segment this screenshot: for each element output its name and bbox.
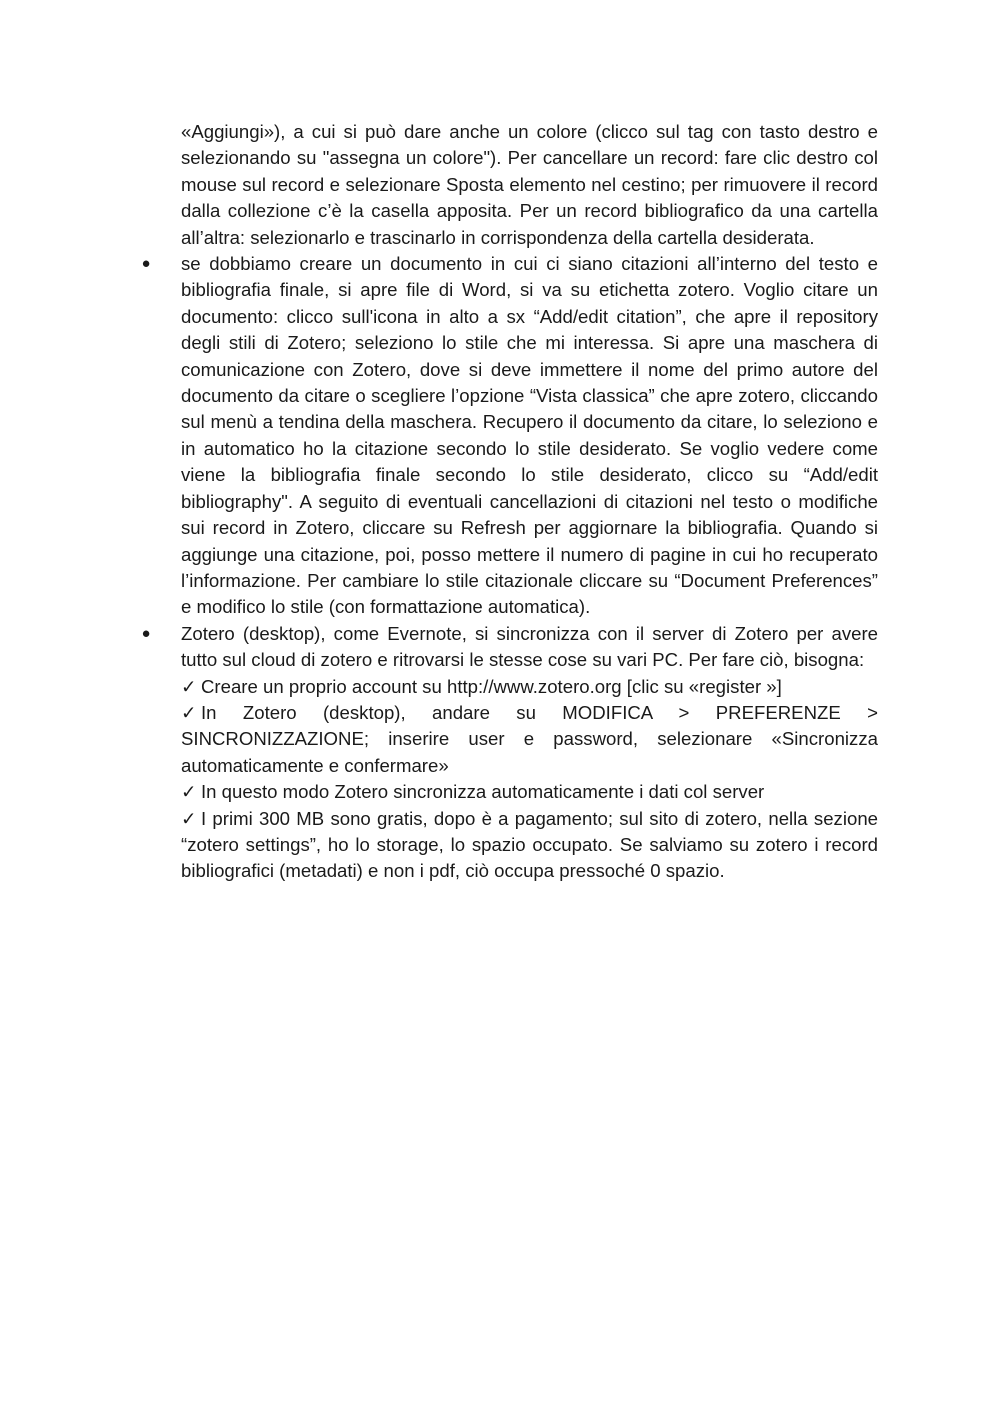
checklist-item (181, 674, 878, 700)
list-item-citations (141, 251, 878, 621)
checklist-item (181, 806, 878, 885)
bullet-icon: ● (141, 255, 151, 273)
checklist-item-text: In Zotero (desktop), andare su MODIFICA > PREFERENZE > SINCRONIZZAZIONE; inserire user e password, selezionare «Sincronizza automaticamente e confermare» (181, 701, 878, 776)
bullet-icon: ● (141, 624, 151, 642)
checkmark-icon: ✓ (181, 701, 197, 723)
list-item-sync (141, 621, 878, 885)
checklist-item (181, 700, 878, 779)
document-body (141, 119, 878, 885)
checkmark-icon: ✓ (181, 675, 197, 697)
list-item-text: Zotero (desktop), come Evernote, si sincronizza con il server di Zotero per avere tutto sul cloud di zotero e ritrovarsi le stesse cose su vari PC. Per fare ciò, bisogna: (181, 622, 878, 671)
checklist-item (181, 779, 878, 805)
list-item-text: se dobbiamo creare un documento in cui ci siano citazioni all’interno del testo e bibliografia finale, si apre file di Word, si va su etichetta zotero. Voglio citare un documento: clicco sull'icona in alto a sx “Add/edit citation”, che apre il repository degli stili di Zotero; seleziono lo stile che mi interessa. Si apre una maschera di comunicazione con Zotero, dove si deve immettere il nome del primo autore del documento da citare o scegliere l’opzione “Vista classica” che apre zotero, cliccando sul menù a tendina della maschera. Recupero il documento da citare, lo seleziono e in automatico ho la citazione secondo lo stile desiderato. Se voglio vedere come viene la bibliografia finale secondo lo stile desiderato, clicco su “Add/edit bibliography". A seguito di eventuali cancellazioni di citazioni nel testo o modifiche sui record in Zotero, cliccare su Refresh per aggiornare la bibliografia. Quando si aggiunge una citazione, poi, posso mettere il numero di pagine in cui ho recuperato l’informazione. Per cambiare lo stile citazionale cliccare su “Document Preferences” e modifico lo stile (con formattazione automatica). (181, 253, 878, 618)
checklist-item-text: In questo modo Zotero sincronizza automaticamente i dati col server (201, 781, 765, 803)
checkmark-icon: ✓ (181, 781, 197, 803)
checklist-item-text: Creare un proprio account su http://www.zotero.org [clic su «register »] (201, 675, 782, 697)
checkmark-icon: ✓ (181, 807, 197, 829)
checklist-item-text: I primi 300 MB sono gratis, dopo è a pagamento; sul sito di zotero, nella sezione “zotero settings”, ho lo storage, lo spazio occupato. Se salviamo su zotero i record bibliografici (metadati) e non i pdf, ciò occupa pressoché 0 spazio. (181, 807, 878, 882)
continuation-paragraph: «Aggiungi»), a cui si può dare anche un colore (clicco sul tag con tasto destro e selezionando su "assegna un colore"). Per cancellare un record: fare clic destro col mouse sul record e selezionare Sposta elemento nel cestino; per rimuovere il record dalla collezione c’è la casella apposita. Per un record bibliografico da una cartella all’altra: selezionarlo e trascinarlo in corrispondenza della cartella desiderata. (181, 121, 878, 248)
